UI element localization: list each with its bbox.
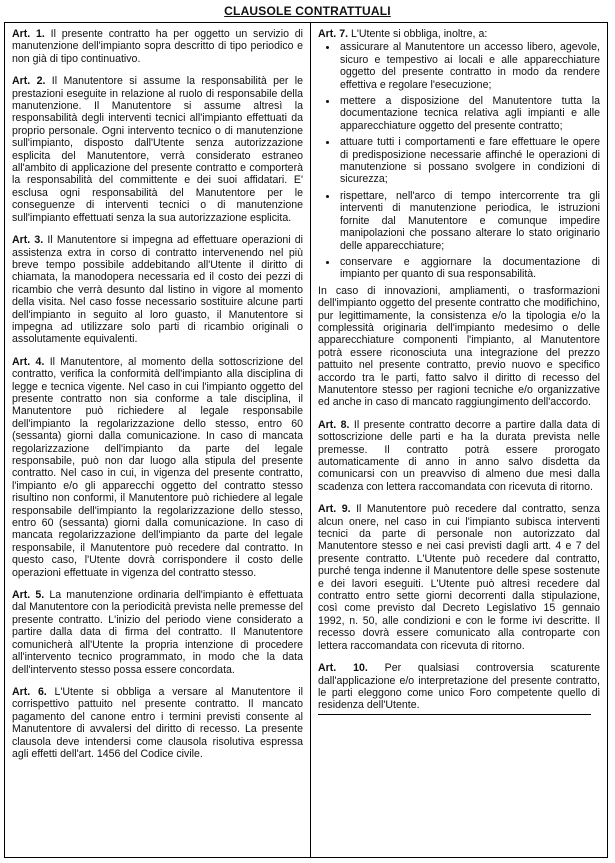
article-label: Art. 5. [12,589,45,602]
left-column [5,23,311,857]
article-text: La manutenzione ordinaria dell'impianto è effettuata dal Manutentore con la periodicità prevista nelle premesse del presente contratto. L'inizio del periodo viene considerato a partire dalla data di firma del contratto. Il Manutentore comunicherà all'Utente la propria intenzione di procedere all'intervento tecnico programmato, in modo che la data dell'intervento stesso possa essere concordata. [12,589,303,676]
article-9 [318,503,600,652]
obligations-list [318,41,600,280]
right-column [311,23,607,857]
article-1 [12,28,303,65]
article-8 [318,419,600,493]
article-label: Art. 2. [12,75,46,88]
article-10 [318,662,600,712]
article-label: Art. 9. [318,503,351,516]
article-6 [12,686,303,760]
article-5 [12,589,303,676]
article-text: Il presente contratto decorre a partire dalla data di sottoscrizione delle parti e ha la durata prevista nelle premesse. Il contratto potrà essere prorogato automaticamente di anno in anno salvo disdetta da comunicarsi con un preavviso di almeno due mesi dalla scadenza con lettera raccomandata con ricevuta di ritorno. [318,418,600,493]
article-text: L'Utente si obbliga, inoltre, a: [350,28,488,40]
list-item: • rispettare, nell'arco di tempo intercorrente tra gli interventi di manutenzione periodica, le istruzioni fornite dal Manutentore e comunque impedire manipolazioni che possano alterare lo stato originario delle apparecchiature; [338,190,600,252]
article-text: Il Manutentore si assume la responsabilità per le prestazioni eseguite in relazione al ruolo di responsabile della manutenzione. Il Manutentore si assume altresì la responsabilità degli interventi tecnici all'impianto effettuati da proprio personale. Ogni intervento tecnico o di manutenzione sull'impianto, disposto dall'Utente senza autorizzazione esplicita del Manutentore, verrà considerato estraneo all'ambito di applicazione del presente contratto e comporterà la responsabilità del committente e dei suoi affidatari. E' esclusa ogni responsabilità del Manutentore per le conseguenze di interventi tecnici o di manutenzione sull'impianto effettuati senza la sua autorizzazione esplicita. [12,75,303,224]
article-label: Art. 4. [12,355,45,368]
article-2 [12,75,303,224]
article-text: Il Manutentore, al momento della sottoscrizione del contratto, verifica la conformità dell'impianto alla disciplina di legge e tecnica vigente. Nel caso in cui l'impianto oggetto del presente contratto non sia conforme a tale disciplina, il Manutentore può richiedere al legale responsabile dell'impianto la regolarizzazione dello stesso, entro 60 (sessanta) giorni dalla comunicazione. In caso di mancata regolarizzazione dell'impianto da parte del legale responsabile, può non dar luogo alla stipula del presente contratto. Nel caso in cui, in vigenza del presente contratto, l'impianto e/o gli apparecchi oggetto del contratto stesso risultino non conformi, il Manutentore può richiedere al legale responsabile dell'impianto la regolarizzazione dello stesso, entro 60 (sessanta) giorni dalla comunicazione. In caso di mancata regolarizzazione dell'impianto da parte del legale responsabile, il Manutentore può recedere dal contratto. In questo caso, l'Utente dovrà corrispondere il costo delle operazioni effettuate in vigenza del contratto stesso. [12,355,303,579]
document-title: CLAUSOLE CONTRATTUALI [224,4,391,18]
article-7-closing: In caso di innovazioni, ampliamenti, o trasformazioni dell'impianto oggetto del presente contratto che modifichino, pur legittimamente, la consistenza e/o la tipologia e/o la complessità originaria dell'impianto medesimo o delle apparecchiature componenti l'impianto, al Manutentore potrà essere riconosciuta una integrazione del prezzo pattuito nel presente contratto, previo nuovo e specifico accordo tra le parti, fatto salvo il diritto di recesso del Manutentore stesso per ragioni tecniche e/o organizzative ed anche in caso di mancato raggiungimento dell'accordo. [318,284,600,409]
article-4 [12,356,303,579]
article-label: Art. 8. [318,418,350,431]
article-label: Art. 10. [318,662,368,675]
clauses-table [4,22,608,858]
article-label: Art. 1. [12,28,45,40]
article-7-intro [318,28,600,40]
list-item: • mettere a disposizione del Manutentore tutta la documentazione tecnica relativa agli impianti e alle apparecchiature oggetto del presente contratto; [338,95,600,132]
list-item: • conservare e aggiornare la documentazione di impianto per quanto di sua responsabilità. [338,256,600,281]
article-label: Art. 3. [12,234,44,247]
article-text: Il presente contratto ha per oggetto un servizio di manutenzione dell'impianto sopra descritto di tipo periodico e non già di tipo continuativo. [12,28,303,65]
article-label: Art. 7. [318,28,349,40]
article-text: Il Manutentore può recedere dal contratto, senza alcun onere, nel caso in cui l'impianto subisca interventi tecnici da parte di personale non autorizzato dal Manutentore stesso e nei casi previsti dagli artt. 4 e 7 del presente contratto. L'Utente può recedere dal contratto, purché tenga indenne il Manutentore delle spese sostenute e dei lavori eseguiti. L'Utente può altresì recedere dal contratto entro sette giorni decorrenti dalla stipulazione, così come previsto dal Decreto Legislativo 15 gennaio 1992, n. 50, alle condizioni e con le forme ivi descritte. Il recesso dovrà essere comunicato alla controparte con lettera raccomandata con ricevuta di ritorno. [318,503,600,652]
article-3 [12,234,303,346]
list-item: • attuare tutti i comportamenti e fare effettuare le opere di predisposizione necessarie affinché le operazioni di manutenzione si possano svolgere in condizioni di sicurezza; [338,136,600,186]
list-item: • assicurare al Manutentore un accesso libero, agevole, sicuro e tempestivo ai locali e alle apparecchiature oggetto del presente contratto in modo da rendere effettiva e regolare l'esecuzione; [338,41,600,91]
article-text: Il Manutentore si impegna ad effettuare operazioni di assistenza extra in corso di contratto intervenendo nel più breve tempo possibile addebitando all'Utente il diritto di chiamata, la manodopera necessaria ed il costo dei pezzi di ricambio che verrà desunto dal listino in vigore al momento della visita. Nel caso fosse necessario sostituire alcune parti dell'impianto in seguito al loro guasto, il Manutentore si impegna ad utilizzare solo parti di ricambio originali o assolutamente equivalenti. [12,234,303,346]
article-label: Art. 6. [12,685,47,698]
article-text: L'Utente si obbliga a versare al Manutentore il corrispettivo pattuito nel presente contratto. Il mancato pagamento del canone entro i termini previsti consente al Manutentore di avvalersi del diritto di recesso. La presente clausola deve intendersi come clausola risolutiva espressa agli effetti dell'art. 1456 del Codice civile. [12,685,303,760]
article-7 [318,28,600,409]
article-text: Per qualsiasi controversia scaturente dall'applicazione e/o interpretazione del presente contratto, le parti eleggono come unico Foro competente quello di residenza dell'Utente. [318,662,600,712]
end-divider [318,714,591,715]
